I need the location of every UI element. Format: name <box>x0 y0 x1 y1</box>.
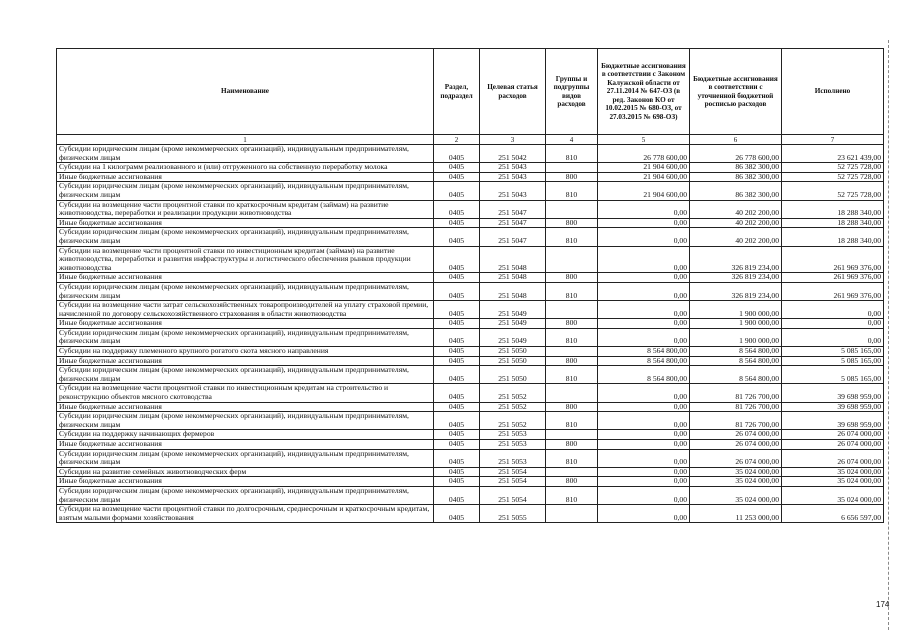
row-budget-law: 0,00 <box>598 467 690 477</box>
row-executed: 52 725 728,00 <box>782 163 884 173</box>
row-target: 251 5050 <box>480 356 546 366</box>
header-budget-law: Бюджетные ассигнования в соответствии с Законом Калужской области от 27.11.2014 № 647-ОЗ (в ред. Законов КО от 10.02.2015 № 680-ОЗ, от 27.03.2015 № 698-ОЗ) <box>598 49 690 135</box>
row-name: Иные бюджетные ассигнования <box>57 172 434 182</box>
row-name: Иные бюджетные ассигнования <box>57 440 434 450</box>
row-group: 800 <box>546 402 598 412</box>
row-budget-law: 0,00 <box>598 402 690 412</box>
row-budget-refined: 326 819 234,00 <box>690 246 782 273</box>
row-target: 251 5052 <box>480 412 546 430</box>
table-row <box>57 182 884 200</box>
row-budget-law: 0,00 <box>598 384 690 402</box>
row-target: 251 5049 <box>480 328 546 346</box>
row-budget-refined: 81 726 700,00 <box>690 412 782 430</box>
row-budget-refined: 81 726 700,00 <box>690 402 782 412</box>
row-target: 251 5043 <box>480 172 546 182</box>
row-executed: 261 969 376,00 <box>782 246 884 273</box>
row-budget-refined: 81 726 700,00 <box>690 384 782 402</box>
row-target: 251 5054 <box>480 477 546 487</box>
page-edge-line <box>888 40 889 630</box>
row-executed: 52 725 728,00 <box>782 172 884 182</box>
row-executed: 18 288 340,00 <box>782 228 884 246</box>
row-group: 810 <box>546 182 598 200</box>
row-group: 800 <box>546 356 598 366</box>
row-budget-law: 0,00 <box>598 477 690 487</box>
row-budget-refined: 86 382 300,00 <box>690 182 782 200</box>
table-row <box>57 412 884 430</box>
row-name: Субсидии на развитие семейных животноводческих ферм <box>57 467 434 477</box>
header-executed: Исполнено <box>782 49 884 135</box>
row-executed: 0,00 <box>782 319 884 329</box>
row-executed: 261 969 376,00 <box>782 282 884 300</box>
row-group: 800 <box>546 273 598 283</box>
row-target: 251 5049 <box>480 319 546 329</box>
row-budget-law: 21 904 600,00 <box>598 182 690 200</box>
table-row <box>57 328 884 346</box>
header-name: Наименование <box>57 49 434 135</box>
row-budget-refined: 40 202 200,00 <box>690 218 782 228</box>
table-body <box>57 145 884 523</box>
table-row <box>57 282 884 300</box>
page-number: 174 <box>876 600 890 609</box>
row-executed: 261 969 376,00 <box>782 273 884 283</box>
table-row <box>57 273 884 283</box>
row-section: 0405 <box>434 347 480 357</box>
row-section: 0405 <box>434 412 480 430</box>
row-budget-refined: 8 564 800,00 <box>690 356 782 366</box>
row-section: 0405 <box>434 328 480 346</box>
row-group <box>546 163 598 173</box>
row-name: Иные бюджетные ассигнования <box>57 273 434 283</box>
row-budget-law: 0,00 <box>598 505 690 523</box>
column-number: 7 <box>782 135 884 145</box>
row-budget-refined: 86 382 300,00 <box>690 163 782 173</box>
column-number: 1 <box>57 135 434 145</box>
row-group <box>546 200 598 218</box>
table-row <box>57 449 884 467</box>
row-executed: 5 085 165,00 <box>782 356 884 366</box>
row-budget-refined: 86 382 300,00 <box>690 172 782 182</box>
table-row <box>57 347 884 357</box>
row-target: 251 5047 <box>480 228 546 246</box>
row-group: 800 <box>546 172 598 182</box>
column-number: 4 <box>546 135 598 145</box>
row-section: 0405 <box>434 449 480 467</box>
row-executed: 39 698 959,00 <box>782 412 884 430</box>
row-group <box>546 301 598 319</box>
row-group: 810 <box>546 366 598 384</box>
row-budget-law: 0,00 <box>598 486 690 504</box>
row-name: Субсидии на возмещение части процентной ставки по долгосрочным, среднесрочным и краткосрочным кредитам, взятым малыми формами хозяйствования <box>57 505 434 523</box>
row-target: 251 5043 <box>480 163 546 173</box>
table-row <box>57 145 884 163</box>
row-budget-refined: 40 202 200,00 <box>690 200 782 218</box>
row-budget-law: 0,00 <box>598 430 690 440</box>
header-row <box>57 49 884 135</box>
row-section: 0405 <box>434 163 480 173</box>
row-budget-law: 26 778 600,00 <box>598 145 690 163</box>
row-executed: 0,00 <box>782 328 884 346</box>
row-budget-law: 0,00 <box>598 301 690 319</box>
row-executed: 18 288 340,00 <box>782 218 884 228</box>
row-budget-law: 0,00 <box>598 449 690 467</box>
row-budget-refined: 11 253 000,00 <box>690 505 782 523</box>
row-group: 800 <box>546 218 598 228</box>
row-section: 0405 <box>434 282 480 300</box>
row-target: 251 5055 <box>480 505 546 523</box>
row-section: 0405 <box>434 505 480 523</box>
row-budget-refined: 8 564 800,00 <box>690 347 782 357</box>
row-budget-refined: 1 900 000,00 <box>690 319 782 329</box>
row-budget-refined: 1 900 000,00 <box>690 301 782 319</box>
row-name: Иные бюджетные ассигнования <box>57 356 434 366</box>
row-group <box>546 505 598 523</box>
row-executed: 23 621 439,00 <box>782 145 884 163</box>
row-executed: 35 024 000,00 <box>782 477 884 487</box>
row-section: 0405 <box>434 200 480 218</box>
row-executed: 0,00 <box>782 301 884 319</box>
table-row <box>57 246 884 273</box>
row-section: 0405 <box>434 273 480 283</box>
row-budget-law: 0,00 <box>598 273 690 283</box>
row-executed: 39 698 959,00 <box>782 402 884 412</box>
row-executed: 5 085 165,00 <box>782 366 884 384</box>
table-row <box>57 163 884 173</box>
row-target: 251 5048 <box>480 282 546 300</box>
row-group: 810 <box>546 412 598 430</box>
row-name: Субсидии юридическим лицам (кроме некоммерческих организаций), индивидуальным предпринимателям, физическим лицам <box>57 182 434 200</box>
row-budget-law: 0,00 <box>598 328 690 346</box>
row-target: 251 5050 <box>480 347 546 357</box>
row-group: 810 <box>546 282 598 300</box>
row-budget-law: 0,00 <box>598 200 690 218</box>
row-name: Субсидии юридическим лицам (кроме некоммерческих организаций), индивидуальным предпринимателям, физическим лицам <box>57 228 434 246</box>
row-budget-law: 21 904 600,00 <box>598 172 690 182</box>
row-target: 251 5042 <box>480 145 546 163</box>
row-budget-refined: 26 074 000,00 <box>690 430 782 440</box>
row-name: Субсидии на 1 килограмм реализованного и (или) отгруженного на собственную переработку молока <box>57 163 434 173</box>
row-executed: 52 725 728,00 <box>782 182 884 200</box>
row-executed: 35 024 000,00 <box>782 486 884 504</box>
budget-table <box>56 48 884 523</box>
row-budget-refined: 26 074 000,00 <box>690 449 782 467</box>
row-group: 800 <box>546 440 598 450</box>
row-executed: 26 074 000,00 <box>782 449 884 467</box>
row-name: Субсидии юридическим лицам (кроме некоммерческих организаций), индивидуальным предпринимателям, физическим лицам <box>57 412 434 430</box>
row-budget-law: 0,00 <box>598 319 690 329</box>
row-group <box>546 347 598 357</box>
row-section: 0405 <box>434 319 480 329</box>
row-target: 251 5047 <box>480 200 546 218</box>
row-name: Субсидии юридическим лицам (кроме некоммерческих организаций), индивидуальным предпринимателям, физическим лицам <box>57 486 434 504</box>
table-row <box>57 301 884 319</box>
column-number: 3 <box>480 135 546 145</box>
row-section: 0405 <box>434 384 480 402</box>
row-budget-refined: 26 778 600,00 <box>690 145 782 163</box>
row-section: 0405 <box>434 246 480 273</box>
row-group: 810 <box>546 486 598 504</box>
table-row <box>57 228 884 246</box>
row-name: Субсидии юридическим лицам (кроме некоммерческих организаций), индивидуальным предпринимателям, физическим лицам <box>57 145 434 163</box>
table-row <box>57 486 884 504</box>
row-section: 0405 <box>434 182 480 200</box>
row-group: 810 <box>546 328 598 346</box>
row-target: 251 5049 <box>480 301 546 319</box>
row-budget-refined: 35 024 000,00 <box>690 467 782 477</box>
column-number: 6 <box>690 135 782 145</box>
row-section: 0405 <box>434 145 480 163</box>
row-section: 0405 <box>434 366 480 384</box>
table-row <box>57 505 884 523</box>
row-name: Субсидии юридическим лицам (кроме некоммерческих организаций), индивидуальным предпринимателям, физическим лицам <box>57 449 434 467</box>
row-target: 251 5043 <box>480 182 546 200</box>
row-name: Субсидии юридическим лицам (кроме некоммерческих организаций), индивидуальным предпринимателям, физическим лицам <box>57 328 434 346</box>
row-target: 251 5050 <box>480 366 546 384</box>
row-budget-law: 0,00 <box>598 246 690 273</box>
table-row <box>57 200 884 218</box>
budget-table-page <box>56 48 883 523</box>
row-name: Субсидии на поддержку племенного крупного рогатого скота мясного направления <box>57 347 434 357</box>
row-budget-refined: 326 819 234,00 <box>690 273 782 283</box>
row-section: 0405 <box>434 477 480 487</box>
row-executed: 5 085 165,00 <box>782 347 884 357</box>
row-section: 0405 <box>434 467 480 477</box>
row-group: 810 <box>546 449 598 467</box>
row-target: 251 5052 <box>480 384 546 402</box>
row-budget-refined: 26 074 000,00 <box>690 440 782 450</box>
row-section: 0405 <box>434 402 480 412</box>
row-section: 0405 <box>434 430 480 440</box>
row-budget-law: 8 564 800,00 <box>598 347 690 357</box>
row-budget-law: 0,00 <box>598 440 690 450</box>
row-section: 0405 <box>434 486 480 504</box>
row-group <box>546 384 598 402</box>
row-name: Субсидии на возмещение части затрат сельскохозяйственных товаропроизводителей на уплату страховой премии, начисленной по договору сельскохозяйственного страхования в области животноводства <box>57 301 434 319</box>
header-group: Группы и подгруппы видов расходов <box>546 49 598 135</box>
row-executed: 26 074 000,00 <box>782 440 884 450</box>
row-section: 0405 <box>434 301 480 319</box>
row-budget-law: 8 564 800,00 <box>598 356 690 366</box>
row-target: 251 5053 <box>480 440 546 450</box>
row-name: Иные бюджетные ассигнования <box>57 319 434 329</box>
row-budget-law: 0,00 <box>598 412 690 430</box>
header-budget-refined: Бюджетные ассигнования в соответствии с уточненной бюджетной росписью расходов <box>690 49 782 135</box>
row-group <box>546 246 598 273</box>
row-target: 251 5048 <box>480 273 546 283</box>
row-executed: 18 288 340,00 <box>782 200 884 218</box>
row-name: Субсидии на поддержку начинающих фермеров <box>57 430 434 440</box>
row-section: 0405 <box>434 440 480 450</box>
row-target: 251 5048 <box>480 246 546 273</box>
row-executed: 39 698 959,00 <box>782 384 884 402</box>
row-target: 251 5053 <box>480 430 546 440</box>
row-budget-refined: 326 819 234,00 <box>690 282 782 300</box>
row-target: 251 5052 <box>480 402 546 412</box>
row-executed: 26 074 000,00 <box>782 430 884 440</box>
row-group: 810 <box>546 228 598 246</box>
row-group: 800 <box>546 319 598 329</box>
column-number-row <box>57 135 884 145</box>
row-budget-law: 0,00 <box>598 228 690 246</box>
row-name: Иные бюджетные ассигнования <box>57 218 434 228</box>
row-target: 251 5054 <box>480 467 546 477</box>
row-name: Иные бюджетные ассигнования <box>57 402 434 412</box>
table-row <box>57 319 884 329</box>
row-target: 251 5047 <box>480 218 546 228</box>
header-target: Целевая статья расходов <box>480 49 546 135</box>
row-name: Субсидии юридическим лицам (кроме некоммерческих организаций), индивидуальным предпринимателям, физическим лицам <box>57 282 434 300</box>
row-section: 0405 <box>434 218 480 228</box>
row-budget-refined: 35 024 000,00 <box>690 477 782 487</box>
row-budget-law: 8 564 800,00 <box>598 366 690 384</box>
column-number: 5 <box>598 135 690 145</box>
row-budget-law: 0,00 <box>598 218 690 228</box>
row-group: 810 <box>546 145 598 163</box>
row-section: 0405 <box>434 172 480 182</box>
row-name: Субсидии на возмещение части процентной ставки по инвестиционным кредитам на строительство и реконструкцию объектов мясного скотоводства <box>57 384 434 402</box>
row-budget-refined: 1 900 000,00 <box>690 328 782 346</box>
header-section: Раздел, подраздел <box>434 49 480 135</box>
row-target: 251 5053 <box>480 449 546 467</box>
row-name: Субсидии на возмещение части процентной ставки по инвестиционным кредитам (займам) на развитие животноводства, переработки и развития инфраструктуры и логистического обеспечения рынков продукции животноводства <box>57 246 434 273</box>
row-executed: 35 024 000,00 <box>782 467 884 477</box>
row-name: Субсидии на возмещение части процентной ставки по краткосрочным кредитам (займам) на развитие животноводства, переработки и реализации продукции животноводства <box>57 200 434 218</box>
row-section: 0405 <box>434 356 480 366</box>
row-name: Субсидии юридическим лицам (кроме некоммерческих организаций), индивидуальным предпринимателям, физическим лицам <box>57 366 434 384</box>
table-row <box>57 366 884 384</box>
row-budget-refined: 40 202 200,00 <box>690 228 782 246</box>
row-section: 0405 <box>434 228 480 246</box>
column-number: 2 <box>434 135 480 145</box>
row-budget-law: 0,00 <box>598 282 690 300</box>
row-budget-refined: 8 564 800,00 <box>690 366 782 384</box>
row-group: 800 <box>546 477 598 487</box>
row-budget-refined: 35 024 000,00 <box>690 486 782 504</box>
row-name: Иные бюджетные ассигнования <box>57 477 434 487</box>
table-row <box>57 384 884 402</box>
row-budget-law: 21 904 600,00 <box>598 163 690 173</box>
row-executed: 6 656 597,00 <box>782 505 884 523</box>
table-row <box>57 440 884 450</box>
row-target: 251 5054 <box>480 486 546 504</box>
